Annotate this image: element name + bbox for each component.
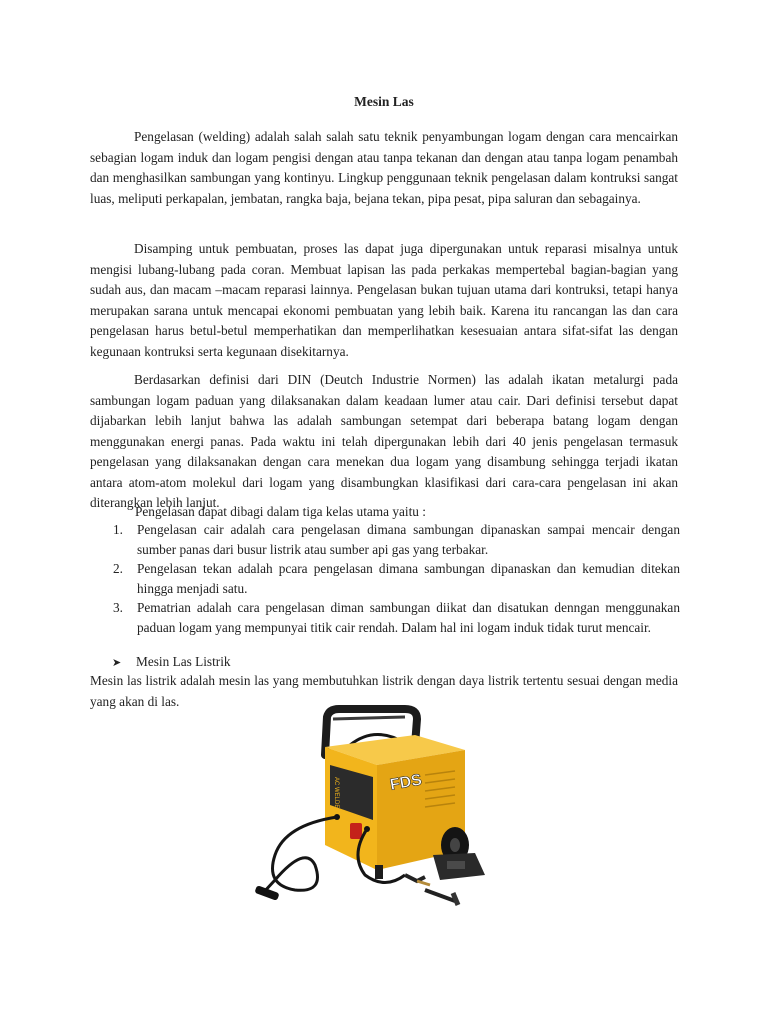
panel-label: AC WELDER <box>333 777 339 813</box>
document-title: Mesin Las <box>354 94 414 109</box>
section-heading-text: Mesin Las Listrik <box>136 654 231 669</box>
list-item-number: 1. <box>113 522 123 537</box>
list-item-text: Pengelasan tekan adalah pcara pengelasan dimana sambungan dipanaskan dan kemudian ditekan hingga menjadi satu. <box>137 561 680 596</box>
paragraph-din-definition: Berdasarkan definisi dari DIN (Deutch Industrie Normen) las adalah ikatan metalurgi pada sambungan logam paduan yang dilaksanakan dalam keadaan lumer atau cair. Dari definisi tersebut dapat dijabarkan lebih lanjut bahwa las adalah sambungan setempat dari beberapa batang logam dengan menggunakan energi panas. Pada waktu ini telah dipergunakan lebih dari 40 jenis pengelasan termasuk pengelasan yang dilaksanakan dengan cara menekan dua logam yang disambung sehingga terjadi ikatan antara atom-atom molekul dari logam yang disambungkan klasifikasi dari cara-cara pengelasan ini akan diterangkan lebih lanjut. <box>90 372 678 510</box>
paragraph-welding-definition: Pengelasan (welding) adalah salah salah satu teknik penyambungan logam dengan cara mencairkan sebagian logam induk dan logam pengisi dengan atau tanpa tekanan dan dengan atau tanpa logam penambah dan menghasilkan sambungan yang kontinyu. Lingkup penggunaan teknik pengelasan dalam kontruksi sangat luas, meliputi perkapalan, jembatan, rangka baja, bejana tekan, pipa pesat, pipa saluran dan sebagainya. <box>90 129 678 206</box>
brand-label: FDS <box>388 771 424 794</box>
list-item-number: 3. <box>113 600 123 615</box>
power-knob-icon <box>350 823 362 839</box>
list-item-number: 2. <box>113 561 123 576</box>
paragraph-electric-welder: Mesin las listrik adalah mesin las yang membutuhkan listrik dengan daya listrik tertentu sesuai dengan media yang akan di las. <box>90 673 678 709</box>
list-intro: Pengelasan dapat dibagi dalam tiga kelas utama yaitu : <box>135 504 426 519</box>
welding-machine-illustration <box>255 705 495 915</box>
paragraph-welding-repair: Disamping untuk pembuatan, proses las dapat juga dipergunakan untuk reparasi misalnya untuk mengisi lubang-lubang pada coran. Membuat lapisan las pada perkakas mempertebal bagian-bagian yang sudah aus, dan macam –macam reparasi lainnya. Pengelasan bukan tujuan utama dari kontruksi, tetapi hanya merupakan sarana untuk mencapai ekonomi pembuatan yang lebih baik. Karena itu rancangan las dan cara pengelasan harus betul-betul memperhatikan dan memperlihatkan kesesuaian antara sifat-sifat las dengan kegunaan kontruksi serta kegunaan disekitarnya. <box>90 241 678 359</box>
ground-clamp-icon <box>405 875 425 881</box>
section-heading <box>112 652 231 673</box>
arrow-bullet-icon: ➤ <box>112 657 122 669</box>
welding-machine-image <box>255 705 495 915</box>
chipping-hammer-icon <box>425 890 455 901</box>
list-item <box>90 598 680 637</box>
list-item <box>90 520 680 559</box>
list-item <box>90 559 680 598</box>
list-item-text: Pematrian adalah cara pengelasan diman sambungan diikat dan disatukan denngan menggunakan paduan logam yang mempunyai titik cair rendah. Dalam hal ini logam induk tidak turut mencair. <box>137 600 680 635</box>
welding-class-list <box>90 520 680 637</box>
list-item-text: Pengelasan cair adalah cara pengelasan dimana sambungan dipanaskan sampai mencair dengan sumber panas dari busur listrik atau sumber api gas yang terbakar. <box>137 522 680 557</box>
